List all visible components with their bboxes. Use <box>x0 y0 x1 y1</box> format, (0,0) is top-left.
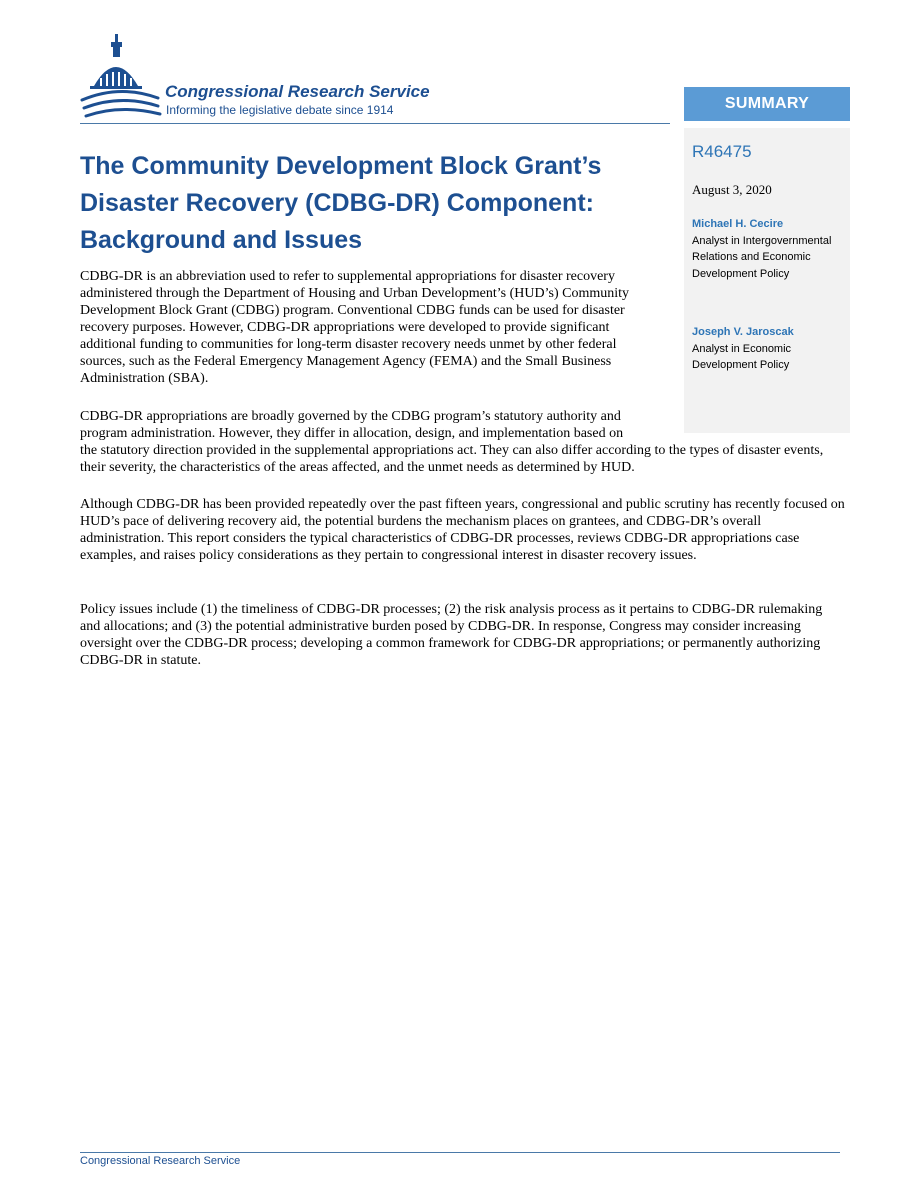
footer-text: Congressional Research Service <box>80 1155 241 1167</box>
summary-paragraph: Policy issues include (1) the timeliness of CDBG-DR processes; (2) the risk analysis process as it pertains to CDBG-DR rulemaking and allocations; and (3) the potential administrative burden posed by CDBG-DR. In response, Congress may consider increasing oversight over the CDBG-DR process; developing a common framework for CDBG-DR appropriations; or permanently authorizing CDBG-DR in statute. <box>80 602 823 668</box>
author-name: Joseph V. Jaroscak <box>692 326 794 338</box>
org-name: Congressional Research Service <box>165 82 430 101</box>
summary-paragraph: Although CDBG-DR has been provided repeatedly over the past fifteen years, congressional and public scrutiny has recently focused on HUD’s pace of delivering recovery aid, the potential burdens the mechanism places on grantees, and CDBG-DR’s overall administration. This report considers the typical characteristics of CDBG-DR processes, reviews CDBG-DR appropriations case examples, and raises policy considerations as they pertain to congressional interest in disaster recovery issues. <box>80 497 845 563</box>
summary-paragraph: the statutory direction provided in the supplemental appropriations act. They can also differ according to the types of disaster events, their severity, the characteristics of the areas affected, and the unmet needs as determined by HUD. <box>80 443 824 475</box>
crs-logo <box>80 34 480 124</box>
author-role: Analyst in Intergovernmental Relations and Economic Development Policy <box>692 234 832 280</box>
org-tagline: Informing the legislative debate since 1914 <box>166 103 394 117</box>
summary-paragraph: CDBG-DR is an abbreviation used to refer to supplemental appropriations for disaster recovery administered through the Department of Housing and Urban Development’s (HUD’s) Community Development Block Grant (CDBG) program. Conventional CDBG funds can be used for disaster recovery purposes. However, CDBG-DR appropriations were developed to provide significant additional funding to communities for long-term disaster recovery needs unmet by other federal sources, such as the Federal Emergency Management Agency (FEMA) and the Small Business Administration (SBA). <box>80 269 630 386</box>
summary-banner: SUMMARY <box>684 87 850 121</box>
author-name: Michael H. Cecire <box>692 218 784 230</box>
report-number: R46475 <box>692 142 752 161</box>
report-date: August 3, 2020 <box>692 182 772 197</box>
report-title: The Community Development Block Grant’s Disaster Recovery (CDBG-DR) Component: Background and Issues <box>80 152 602 254</box>
author-block <box>692 324 842 374</box>
summary-sidebar <box>684 128 850 433</box>
footer-divider <box>80 1152 840 1153</box>
author-block <box>692 216 842 282</box>
summary-paragraph: CDBG-DR appropriations are broadly governed by the CDBG program’s statutory authority and program administration. However, they differ in allocation, design, and implementation based on <box>80 409 624 441</box>
capitol-dome-icon <box>80 34 162 124</box>
author-role: Analyst in Economic Development Policy <box>692 342 792 371</box>
header-divider <box>80 123 670 124</box>
